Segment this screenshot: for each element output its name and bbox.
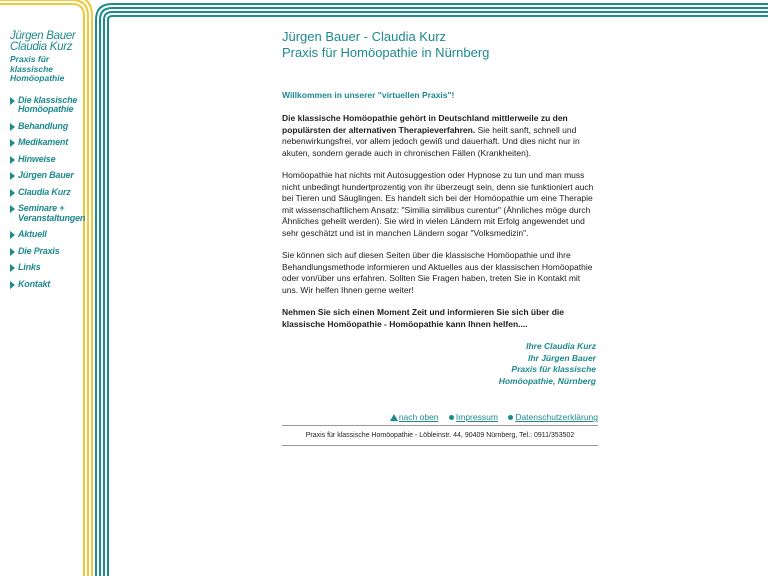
privacy-link[interactable] bbox=[508, 412, 598, 422]
bullet-icon bbox=[449, 415, 454, 420]
sidebar-subtitle-line: Homöopathie bbox=[10, 73, 65, 83]
nav-label: Homöopathie bbox=[18, 104, 74, 114]
nav-label: Die klassische bbox=[18, 94, 78, 105]
nav-item-juergen-bauer[interactable] bbox=[10, 171, 90, 181]
paragraph-intro bbox=[282, 113, 598, 159]
nav-label: Claudia Kurz bbox=[18, 186, 71, 197]
paragraph-info: Sie können sich auf diesen Seiten über die klassische Homöopathie und ihre Behandlungsmethode informieren und Aktuelles aus der klassischen Homöopathie oder von/über uns erfahren. Sollten Sie Fragen haben, treten Sie in Kontakt mit uns. Wir helfen Ihnen gerne weiter! bbox=[282, 250, 593, 295]
nav-item-hinweise[interactable] bbox=[10, 155, 90, 165]
nav-item-seminare[interactable] bbox=[10, 204, 90, 223]
impressum-label: Impressum bbox=[455, 412, 498, 422]
paragraph-intro-text: Sie heilt sanft, schnell und nebenwirkungsfrei, vor allem jedoch gewiß und dauerhaft. Und dies nicht nur in akuten, sondern gerade auch in chronischen Fällen (Krankheiten). bbox=[282, 124, 580, 158]
nav-label: Links bbox=[18, 262, 41, 272]
signature-line: Praxis für klassische bbox=[511, 364, 596, 374]
nav-label: Die Praxis bbox=[18, 245, 60, 256]
sidebar bbox=[10, 31, 90, 296]
sidebar-nav bbox=[10, 96, 90, 290]
nav-label: Jürgen Bauer bbox=[18, 170, 74, 180]
signature bbox=[282, 341, 596, 387]
sidebar-subtitle bbox=[10, 55, 90, 84]
main-content bbox=[282, 29, 598, 446]
paragraph-intro-bold: Die klassische Homöopathie gehört in Deutschland mittlerweile zu den populärsten der alternativen Therapieverfahren. bbox=[282, 113, 568, 135]
page-title bbox=[282, 29, 598, 61]
nav-item-medikament[interactable] bbox=[10, 138, 90, 148]
footer-address: Praxis für klassische Homöopathie - Löbleinstr. 44, 90409 Nürnberg, Tel.: 0911/353502 bbox=[282, 426, 598, 446]
nav-item-die-praxis[interactable] bbox=[10, 247, 90, 257]
sidebar-name-1: Jürgen Bauer bbox=[10, 30, 76, 42]
signature-line: Ihre Claudia Kurz bbox=[526, 341, 596, 351]
sidebar-name-2: Claudia Kurz bbox=[10, 41, 73, 53]
paragraph-closing bbox=[282, 307, 598, 330]
nav-label: Aktuell bbox=[18, 229, 47, 239]
nav-item-klassische-homoeopathie[interactable] bbox=[10, 96, 90, 115]
nav-label: Kontakt bbox=[18, 278, 51, 289]
nav-label: Seminare + bbox=[18, 203, 65, 213]
paragraph-closing-bold: Nehmen Sie sich einen Moment Zeit und informieren Sie sich über die klassische Homöopathie - Homöopathie kann Ihnen helfen.... bbox=[282, 307, 564, 329]
arrow-up-icon bbox=[390, 414, 398, 421]
sidebar-subtitle-line: Praxis für bbox=[10, 54, 50, 64]
page-title-line2: Praxis für Homöopathie in Nürnberg bbox=[282, 45, 490, 60]
nav-label: Veranstaltungen bbox=[18, 212, 86, 223]
nav-item-claudia-kurz[interactable] bbox=[10, 188, 90, 198]
page-title-line1: Jürgen Bauer - Claudia Kurz bbox=[282, 29, 447, 44]
privacy-label: Datenschutzerklärung bbox=[515, 412, 598, 422]
nav-item-aktuell[interactable] bbox=[10, 230, 90, 240]
nav-label: Medikament bbox=[18, 137, 69, 147]
footer-links bbox=[282, 412, 598, 426]
bullet-icon bbox=[508, 415, 513, 420]
signature-line: Ihr Jürgen Bauer bbox=[527, 352, 596, 363]
paragraph-explanation: Homöopathie hat nichts mit Autosuggestion oder Hypnose zu tun und man muss nicht unbedingt hundertprozentig von ihr überzeugt sein, denn sie funktioniert auch bei Tieren und Säuglingen. Es handelt sich bei der Homöopathie um eine Therapie mit wissenschaftlichem Ansatz: "Similia similibus curentur" (Ähnliches möge durch Ähnliches geheilt werden). Sie wird in vielen Ländern mit Erfolg angewendet und sehr geschätzt und ist in manchen Ländern sogar "Volksmedizin". bbox=[282, 170, 594, 238]
sidebar-subtitle-line: klassische bbox=[10, 63, 54, 74]
nav-item-links[interactable] bbox=[10, 263, 90, 273]
signature-line: Homöopathie, Nürnberg bbox=[498, 375, 596, 386]
nav-item-behandlung[interactable] bbox=[10, 122, 90, 132]
nav-item-kontakt[interactable] bbox=[10, 280, 90, 290]
back-to-top-link[interactable]: nach oben bbox=[398, 412, 439, 422]
nav-label: Behandlung bbox=[18, 120, 68, 131]
welcome-heading: Willkommen in unserer "virtuellen Praxis"! bbox=[282, 90, 455, 100]
impressum-link[interactable] bbox=[449, 412, 498, 422]
nav-label: Hinweise bbox=[18, 153, 56, 164]
